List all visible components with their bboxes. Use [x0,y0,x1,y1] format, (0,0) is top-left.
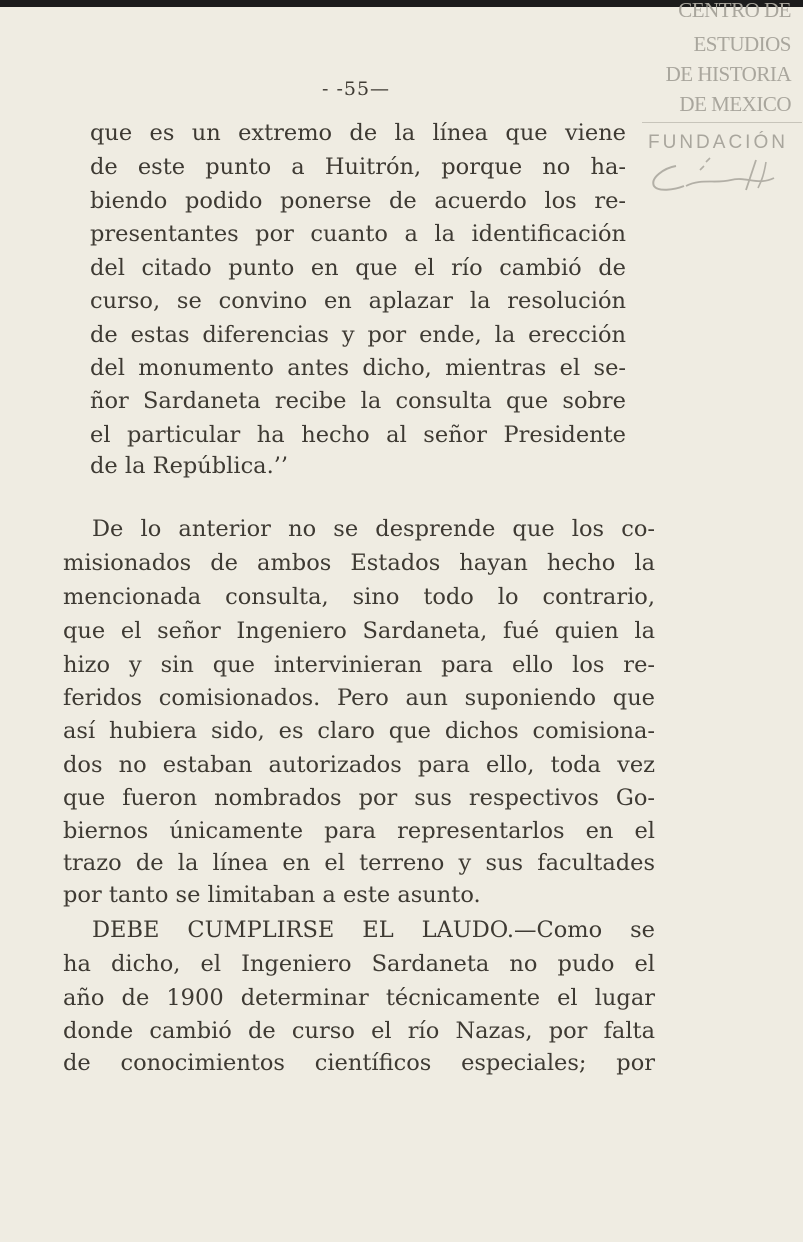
text-line: por tanto se limitaban a este asunto. [63,882,481,908]
text-line: que el señor Ingeniero Sardaneta, fué quien la [63,618,655,644]
text-line: misionados de ambos Estados hayan hecho la [63,550,655,576]
page-number: - -55— [322,78,391,100]
text-line: que fueron nombrados por sus respectivos Go- [63,785,655,811]
text-line: trazo de la línea en el terreno y sus facultades [63,850,655,876]
text-line: ñor Sardaneta recibe la consulta que sobre [90,388,626,414]
text-line: biendo podido ponerse de acuerdo los re- [90,188,626,214]
text-line: de este punto a Huitrón, porque no ha- [90,154,626,180]
text-line: del citado punto en que el río cambió de [90,255,626,281]
text-line: del monumento antes dicho, mientras el se- [90,355,626,381]
text-line: dos no estaban autorizados para ello, toda vez [63,752,655,778]
stamp-line-2: ESTUDIOS [693,32,791,56]
text-line: hizo y sin que intervinieran para ello los re- [63,652,655,678]
text-line: donde cambió de curso el río Nazas, por falta [63,1018,655,1044]
text-line: biernos únicamente para representarlos en el [63,818,655,844]
text-line: curso, se convino en aplazar la resolución [90,288,626,314]
text-line: el particular ha hecho al señor Presidente [90,422,626,448]
text-line: mencionada consulta, sino todo lo contrario, [63,584,655,610]
text-line: que es un extremo de la línea que viene [90,120,626,146]
text-line: de la República.’’ [90,453,289,479]
stamp-line-1: CENTRO DE [678,0,791,22]
text-line: ha dicho, el Ingeniero Sardaneta no pudo el [63,951,655,977]
section-heading-line: DEBE CUMPLIRSE EL LAUDO.—Como se [92,917,655,943]
text-line: De lo anterior no se desprende que los co- [92,516,655,542]
stamp-foundation: FUNDACIÓN [648,132,788,153]
text-line: presentantes por cuanto a la identificación [90,221,626,247]
stamp-line-4: DE MEXICO [679,92,791,116]
stamp-line-3: DE HISTORIA [665,62,791,86]
text-line: de conocimientos científicos especiales; por [63,1050,655,1076]
text-line: feridos comisionados. Pero aun suponiendo que [63,685,655,711]
text-line: así hubiera sido, es claro que dichos comisiona- [63,718,655,744]
text-line: año de 1900 determinar técnicamente el lugar [63,985,655,1011]
text-line: de estas diferencias y por ende, la erección [90,322,626,348]
